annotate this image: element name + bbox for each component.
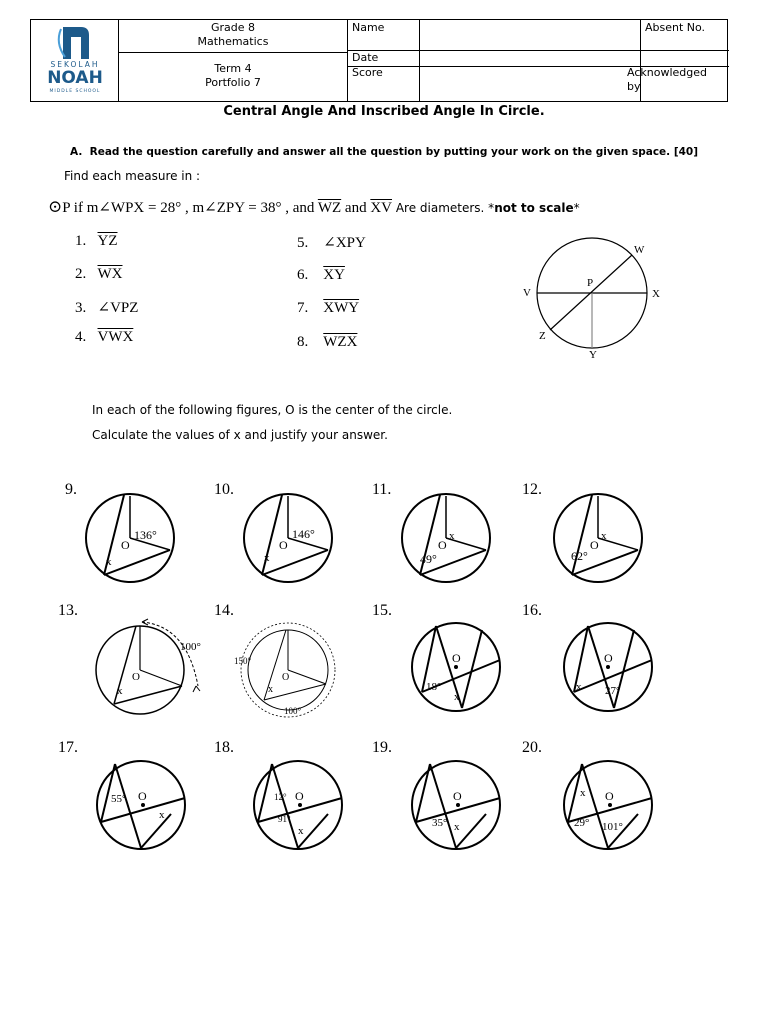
figure-15-diagram xyxy=(408,622,508,712)
fig20-angle1: 29° xyxy=(574,817,590,829)
figure-16-number: 16. xyxy=(522,602,542,619)
absent-no-label: Absent No. xyxy=(645,21,706,34)
section-a-instruction xyxy=(70,146,698,158)
worksheet-title: Central Angle And Inscribed Angle In Circle. xyxy=(223,104,545,119)
fig12-o: O xyxy=(590,538,599,552)
find-text: Find each measure in : xyxy=(64,169,201,183)
acknowledged-label: Acknowledged xyxy=(627,66,707,79)
date-label: Date xyxy=(352,51,379,64)
instruction-paragraph-2: Calculate the values of x and justify your answer. xyxy=(92,428,388,442)
fig11-o: O xyxy=(438,538,447,552)
name-label: Name xyxy=(352,21,385,34)
figure-9-number: 9. xyxy=(65,481,77,498)
figure-18-diagram xyxy=(250,760,350,850)
fig19-angle: 35° xyxy=(432,817,448,829)
given-line xyxy=(48,197,580,217)
fig15-angle: 18° xyxy=(426,681,442,693)
fig10-angle: 146° xyxy=(292,527,315,541)
fig16-o: O xyxy=(604,651,613,665)
term-text: Term 4 xyxy=(214,62,252,75)
figure-14-number: 14. xyxy=(214,602,234,619)
figure-17-diagram xyxy=(93,760,193,850)
fig18-angle2: 91° xyxy=(278,814,291,824)
question-1: 1. $\overline{YZ}$ xyxy=(75,233,118,249)
label-v: V xyxy=(523,287,531,299)
fig14-o: O xyxy=(282,672,290,683)
portfolio-text: Portfolio 7 xyxy=(205,76,261,89)
figure-11-number: 11. xyxy=(372,481,392,498)
logo-name: NOAH xyxy=(47,68,103,88)
score-field[interactable] xyxy=(420,67,640,102)
logo-sub-text: MIDDLE SCHOOL xyxy=(49,89,101,94)
date-field[interactable] xyxy=(420,51,728,66)
label-w: W xyxy=(634,244,645,256)
figure-20-diagram xyxy=(560,760,660,850)
score-label: Score xyxy=(352,66,383,79)
main-circle-diagram xyxy=(510,235,680,365)
not-to-scale: not to scale xyxy=(494,201,574,215)
fig9-angle: 136° xyxy=(134,528,157,542)
fig15-o: O xyxy=(452,651,461,665)
fig10-o: O xyxy=(279,538,288,552)
question-5: 5. ∠XPY xyxy=(297,235,366,251)
figure-19-number: 19. xyxy=(372,739,392,756)
figure-15-number: 15. xyxy=(372,602,392,619)
question-4: 4. $\overline{VWX}$ xyxy=(75,329,134,345)
fig12-angle: 62° xyxy=(571,549,588,563)
question-2: 2. $\overline{WX}$ xyxy=(75,266,123,282)
given-text: P if m∠WPX = 28° , m∠ZPY = 38° , and xyxy=(62,200,318,216)
figure-20-number: 20. xyxy=(522,739,542,756)
figure-14-diagram xyxy=(232,616,347,721)
figure-17-number: 17. xyxy=(58,739,78,756)
fig9-x: x xyxy=(106,556,112,568)
label-y: Y xyxy=(589,349,597,361)
label-x: X xyxy=(652,288,660,300)
given-tail-end: * xyxy=(573,201,580,215)
fig11-x: x xyxy=(449,530,455,542)
given-and: and xyxy=(341,200,371,216)
school-logo xyxy=(35,23,115,99)
logo-n-icon xyxy=(35,23,115,63)
label-p: P xyxy=(587,277,594,289)
fig15-x: x xyxy=(454,691,460,703)
figure-19-diagram xyxy=(408,760,508,850)
fig9-o: O xyxy=(121,538,130,552)
fig18-x: x xyxy=(298,825,304,837)
circle-symbol: ⊙ xyxy=(48,197,63,216)
figure-18-number: 18. xyxy=(214,739,234,756)
fig11-angle: 49° xyxy=(420,552,437,566)
figure-9-diagram xyxy=(82,493,182,583)
question-7: 7. $\overline{XWY}$ xyxy=(297,300,360,316)
figure-10-diagram xyxy=(240,493,340,583)
fig18-o: O xyxy=(295,789,304,803)
header-table xyxy=(30,19,728,102)
figure-13-diagram xyxy=(92,616,217,721)
instruction-paragraph-1: In each of the following figures, O is the center of the circle. xyxy=(92,403,453,417)
question-8: 8. $\overline{WZX}$ xyxy=(297,334,358,350)
given-tail: Are diameters. * xyxy=(392,201,495,215)
logo-top-text: SEKOLAH xyxy=(50,60,100,69)
fig12-x: x xyxy=(601,530,607,542)
fig17-x: x xyxy=(159,809,165,821)
fig20-angle2: 101° xyxy=(602,821,623,833)
fig19-x: x xyxy=(454,821,460,833)
fig20-x: x xyxy=(580,787,586,799)
fig20-o: O xyxy=(605,789,614,803)
question-6: 6. $\overline{XY}$ xyxy=(297,267,345,283)
name-field[interactable] xyxy=(420,20,640,50)
subject-text: Mathematics xyxy=(197,35,269,48)
section-letter: A. xyxy=(70,146,83,158)
fig16-x: x xyxy=(576,681,582,693)
diameter-2: $\overline{XV}$ xyxy=(370,200,393,216)
figure-16-diagram xyxy=(560,622,660,712)
fig13-angle: 100° xyxy=(180,641,201,653)
grade-text: Grade 8 xyxy=(210,21,256,34)
fig10-x: x xyxy=(264,552,270,564)
fig14-angle2: 100° xyxy=(284,706,302,716)
figure-12-diagram xyxy=(550,493,650,583)
fig19-o: O xyxy=(453,789,462,803)
fig14-x: x xyxy=(268,684,273,695)
fig13-o: O xyxy=(132,671,140,683)
diameter-1: $\overline{WZ}$ xyxy=(317,200,342,216)
fig14-angle1: 150° xyxy=(234,656,252,666)
figure-10-number: 10. xyxy=(214,481,234,498)
figure-12-number: 12. xyxy=(522,481,542,498)
fig13-x: x xyxy=(117,685,123,697)
instruction-text: Read the question carefully and answer all the question by putting your work on the given space. [40] xyxy=(89,146,699,158)
fig16-angle: 27° xyxy=(605,685,621,697)
label-z: Z xyxy=(539,330,546,342)
fig18-angle1: 12° xyxy=(274,792,287,802)
acknowledged-label-by: by xyxy=(627,80,641,93)
figure-13-number: 13. xyxy=(58,602,78,619)
question-3: 3. ∠VPZ xyxy=(75,300,139,316)
fig17-angle: 55° xyxy=(111,793,127,805)
fig17-o: O xyxy=(138,789,147,803)
figure-11-diagram xyxy=(398,493,498,583)
